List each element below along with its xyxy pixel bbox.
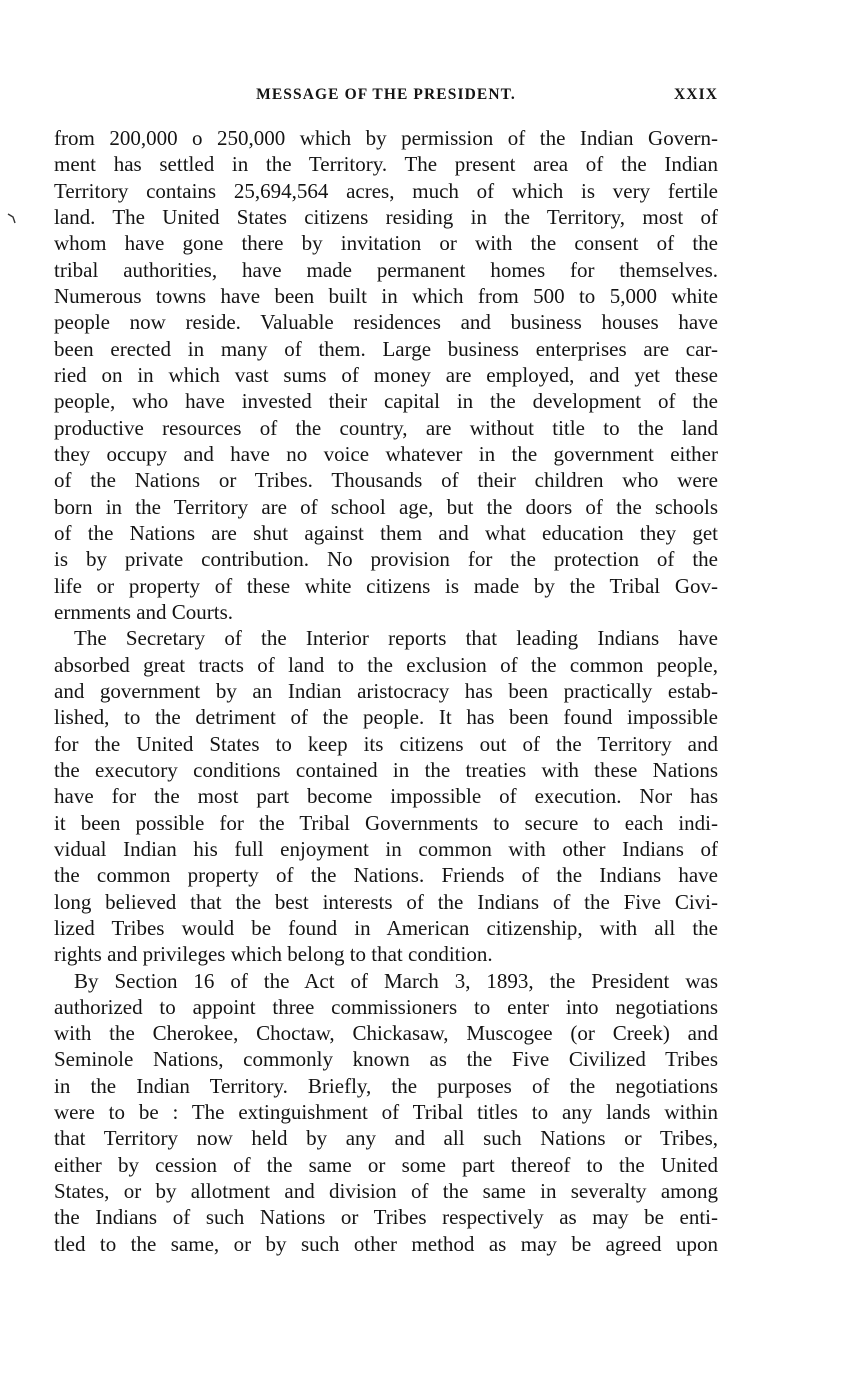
- text-line: By Section 16 of the Act of March 3, 1893, the President was: [74, 968, 718, 993]
- text-line: tribal authorities, have made permanent homes for themselves.: [54, 257, 718, 282]
- text-line: land. The United States citizens residing in the Territory, most of: [54, 204, 718, 229]
- paragraph: [54, 125, 718, 625]
- margin-tick-mark: [7, 212, 17, 224]
- text-line: for the United States to keep its citizens out of the Territory and: [54, 731, 718, 756]
- text-line: people, who have invested their capital in the development of the: [54, 389, 718, 414]
- text-line: rights and privileges which belong to that condition.: [54, 942, 493, 967]
- text-line: the Indians of such Nations or Tribes respectively as may be enti-: [54, 1205, 718, 1230]
- text-line: ernments and Courts.: [54, 599, 234, 624]
- text-line: whom have gone there by invitation or with the consent of the: [54, 231, 718, 256]
- text-line: that Territory now held by any and all such Nations or Tribes,: [54, 1126, 718, 1151]
- text-line: people now reside. Valuable residences and business houses have: [54, 310, 718, 335]
- text-line: either by cession of the same or some part thereof to the United: [54, 1152, 718, 1177]
- text-line: ment has settled in the Territory. The present area of the Indian: [54, 152, 718, 177]
- text-line: of the Nations are shut against them and what education they get: [54, 520, 718, 545]
- text-line: from 200,000 o 250,000 which by permission of the Indian Govern-: [54, 126, 718, 150]
- text-line: the executory conditions contained in the treaties with these Nations: [54, 757, 718, 782]
- text-line: Numerous towns have been built in which from 500 to 5,000 white: [54, 283, 718, 308]
- text-line: tled to the same, or by such other method as may be agreed upon: [54, 1231, 718, 1256]
- paragraph: [54, 968, 718, 1258]
- text-line: lished, to the detriment of the people. It has been found impossible: [54, 705, 718, 730]
- text-line: the common property of the Nations. Friends of the Indians have: [54, 863, 718, 888]
- text-line: been erected in many of them. Large business enterprises are car-: [54, 336, 718, 361]
- text-line: and government by an Indian aristocracy has been practically estab-: [54, 678, 718, 703]
- running-head: [54, 86, 718, 110]
- text-line: with the Cherokee, Choctaw, Chickasaw, Muscogee (or Creek) and: [54, 1021, 718, 1046]
- text-line: it been possible for the Tribal Governments to secure to each indi-: [54, 810, 718, 835]
- text-line: life or property of these white citizens is made by the Tribal Gov-: [54, 573, 718, 598]
- text-line: long believed that the best interests of the Indians of the Five Civi-: [54, 889, 718, 914]
- text-line: The Secretary of the Interior reports that leading Indians have: [74, 626, 718, 651]
- text-line: Seminole Nations, commonly known as the Five Civilized Tribes: [54, 1047, 718, 1072]
- running-title: MESSAGE OF THE PRESIDENT.: [256, 86, 516, 103]
- text-line: vidual Indian his full enjoyment in common with other Indians of: [54, 836, 718, 861]
- text-line: absorbed great tracts of land to the exclusion of the common people,: [54, 652, 718, 677]
- page-number: XXIX: [673, 86, 718, 103]
- text-line: Territory contains 25,694,564 acres, much of which is very fertile: [54, 178, 718, 203]
- text-line: of the Nations or Tribes. Thousands of their children who were: [54, 468, 718, 493]
- text-line: ried on in which vast sums of money are employed, and yet these: [54, 362, 718, 387]
- body-text: [54, 125, 718, 1257]
- text-line: authorized to appoint three commissioners to enter into negotiations: [54, 994, 718, 1019]
- text-line: have for the most part become impossible of execution. Nor has: [54, 784, 718, 809]
- text-line: lized Tribes would be found in American citizenship, with all the: [54, 915, 718, 940]
- text-line: States, or by allotment and division of the same in severalty among: [54, 1179, 718, 1204]
- text-line: were to be : The extinguishment of Tribal titles to any lands within: [54, 1100, 718, 1125]
- text-line: in the Indian Territory. Briefly, the purposes of the negotiations: [54, 1073, 718, 1098]
- text-line: productive resources of the country, are without title to the land: [54, 415, 718, 440]
- text-line: is by private contribution. No provision for the protection of the: [54, 547, 718, 572]
- text-line: born in the Territory are of school age, but the doors of the schools: [54, 494, 718, 519]
- text-line: they occupy and have no voice whatever in the government either: [54, 441, 718, 466]
- paragraph: [54, 625, 718, 967]
